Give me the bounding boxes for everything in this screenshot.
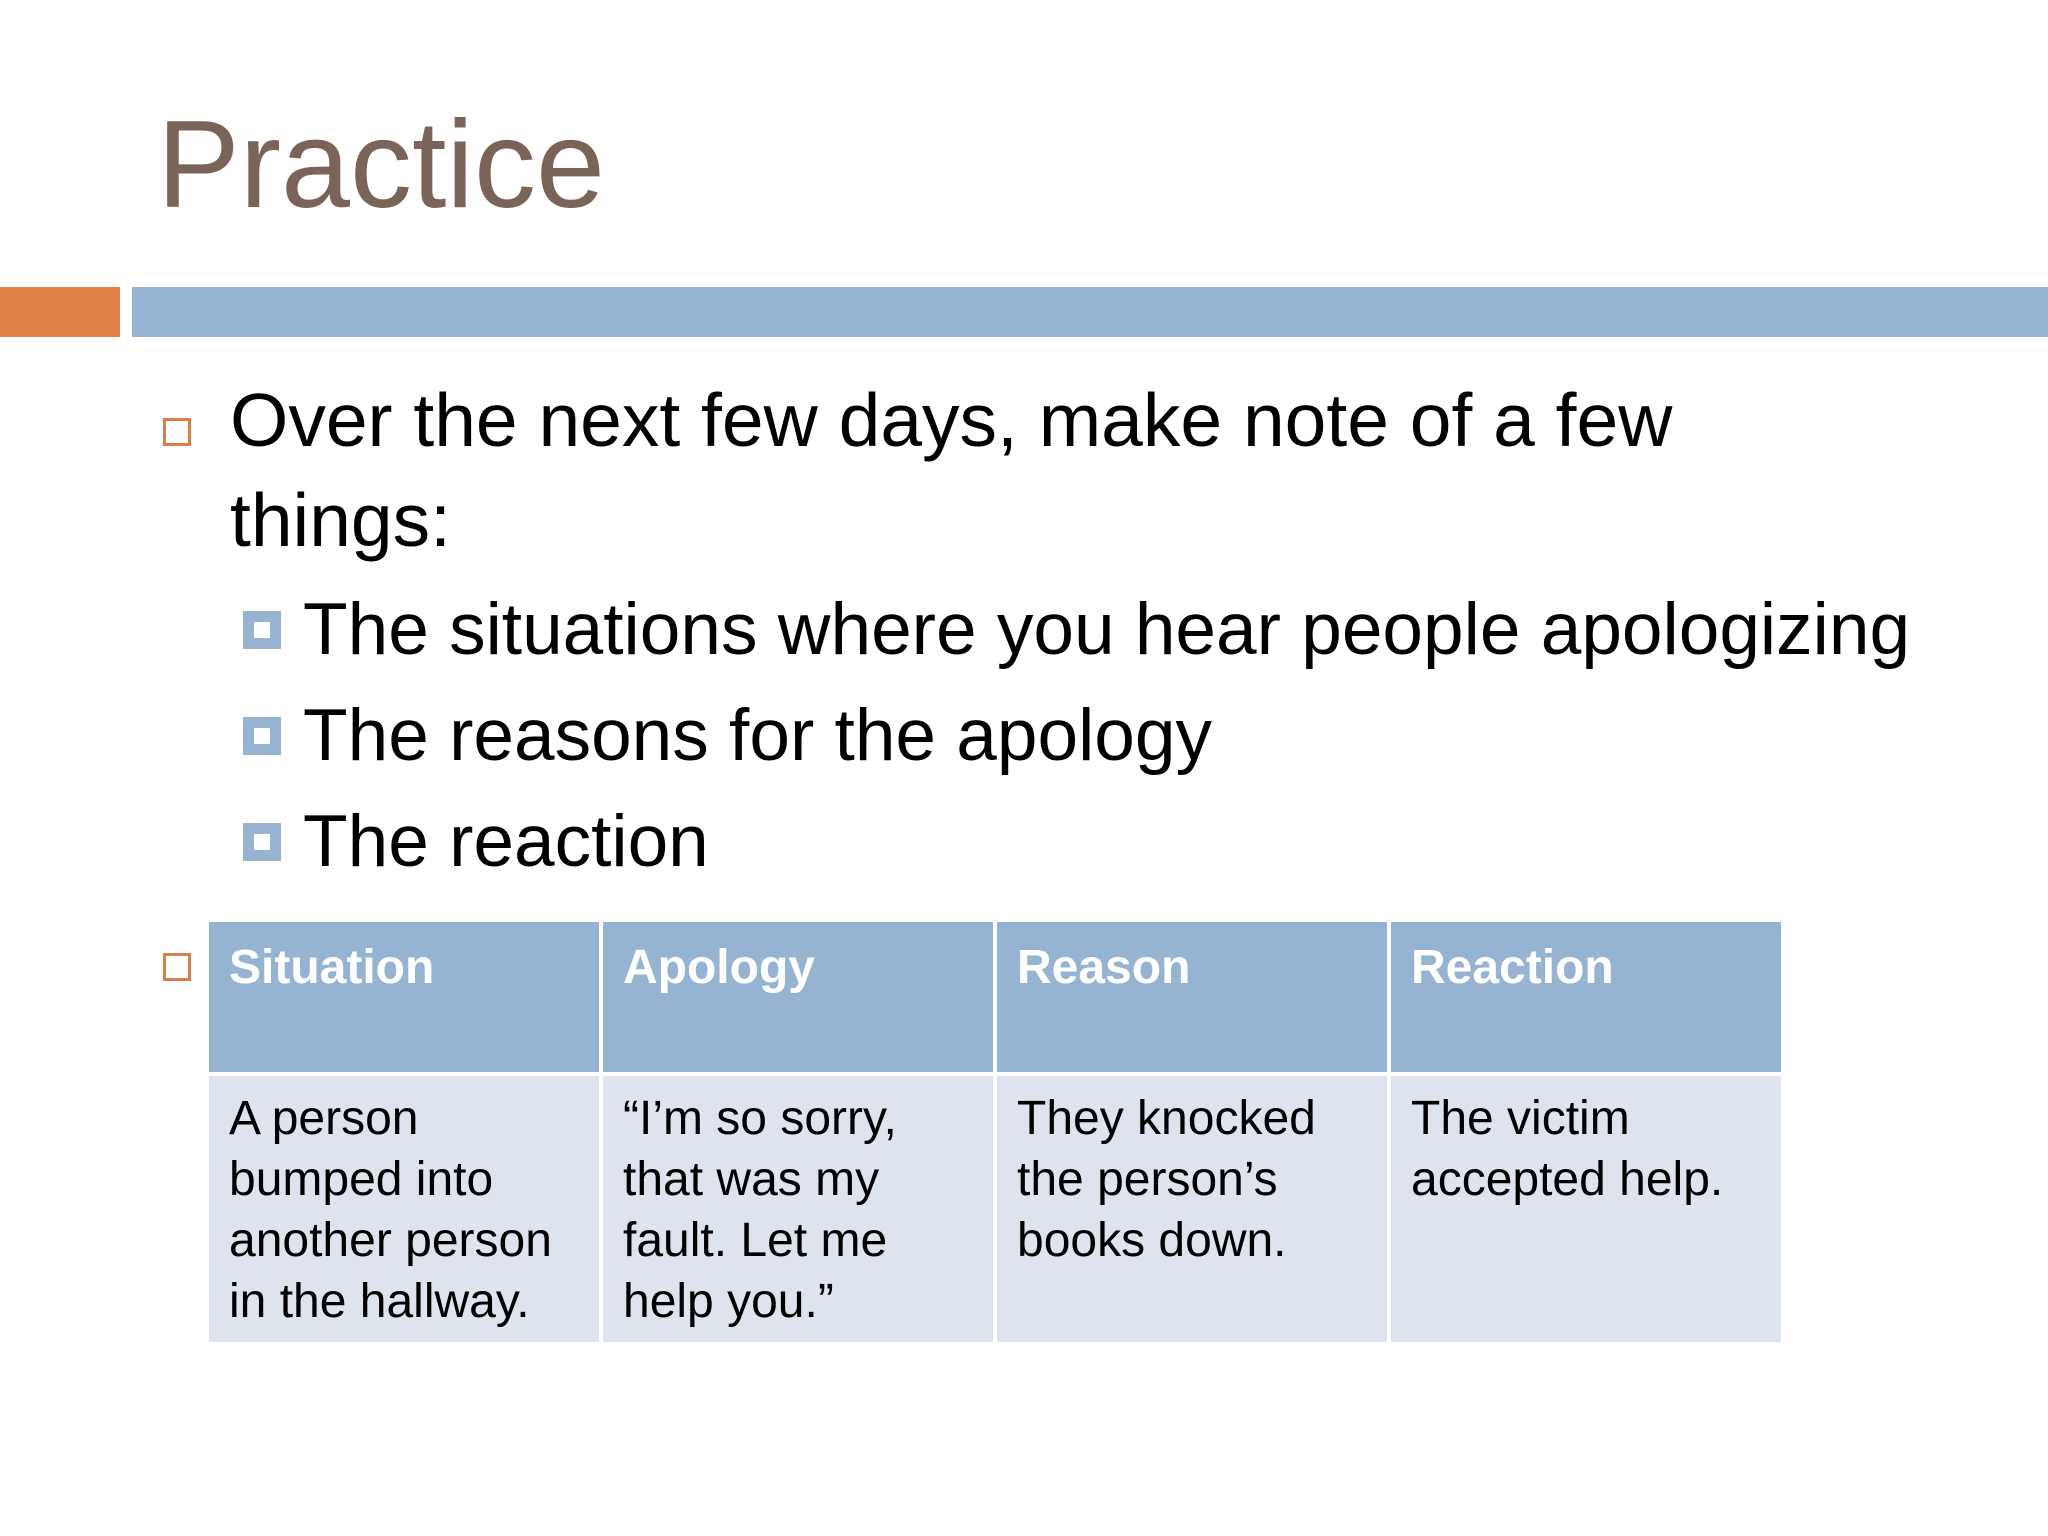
sub-bullet-text: The reasons for the apology — [303, 695, 1213, 776]
table-cell-reason: They knocked the person’s books down. — [995, 1074, 1389, 1344]
table-header-situation: Situation — [207, 920, 601, 1074]
title-accent-bar-orange — [0, 287, 120, 337]
practice-table — [205, 918, 1785, 1346]
filled-square-bullet-icon — [243, 611, 281, 649]
table-cell-situation: A person bumped into another person in the hallway. — [207, 1074, 601, 1344]
sub-bullet-item — [243, 686, 1212, 786]
sub-bullet-item — [243, 580, 1910, 680]
title-accent-bar-blue — [132, 287, 2048, 337]
main-bullet-text: Over the next few days, make note of a few things: — [230, 378, 1673, 562]
square-bullet-icon — [163, 418, 191, 446]
sub-bullet-text: The reaction — [303, 801, 709, 882]
table-header-reaction: Reaction — [1389, 920, 1783, 1074]
table-cell-reaction: The victim accepted help. — [1389, 1074, 1783, 1344]
table-row — [207, 1074, 1783, 1344]
table-header-apology: Apology — [601, 920, 995, 1074]
filled-square-bullet-icon — [243, 823, 281, 861]
table-header-reason: Reason — [995, 920, 1389, 1074]
square-bullet-icon — [163, 953, 191, 981]
sub-bullet-item — [243, 792, 709, 892]
slide-title: Practice — [157, 96, 605, 234]
filled-square-bullet-icon — [243, 717, 281, 755]
sub-bullet-text: The situations where you hear people apologizing — [303, 589, 1911, 670]
table-cell-apology: “I’m so sorry, that was my fault. Let me help you.” — [601, 1074, 995, 1344]
table-header-row — [207, 920, 1783, 1074]
